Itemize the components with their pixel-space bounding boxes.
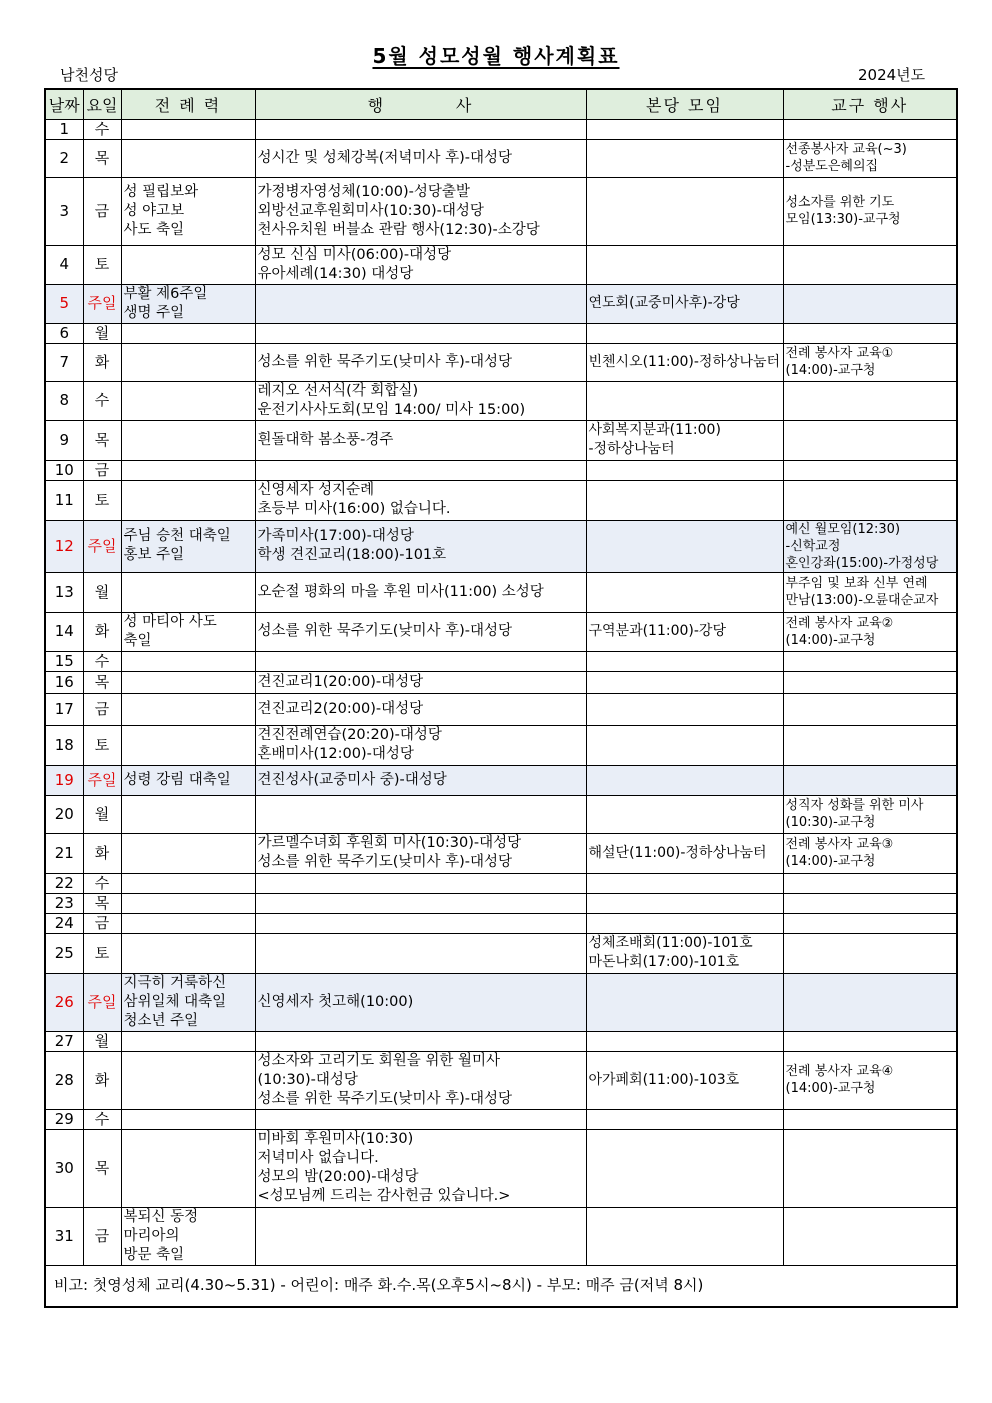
header-diocese: 교구 행사: [783, 89, 957, 119]
diocese-cell: [783, 1129, 957, 1207]
day-cell: 17: [45, 693, 83, 725]
table-row: [45, 572, 957, 612]
liturgy-cell: [121, 119, 255, 139]
parish-meeting-cell: [586, 795, 783, 833]
weekday-cell: 수: [83, 119, 121, 139]
events-cell: 견진교리1(20:00)-대성당: [255, 671, 586, 693]
events-cell: [255, 933, 586, 973]
diocese-cell: 부주임 및 보좌 신부 연례 만남(13:00)-오륜대순교자: [783, 572, 957, 612]
table-row: [45, 1129, 957, 1207]
diocese-cell: [783, 873, 957, 893]
weekday-cell: 목: [83, 671, 121, 693]
day-cell: 13: [45, 572, 83, 612]
events-cell: 가족미사(17:00)-대성당 학생 견진교리(18:00)-101호: [255, 520, 586, 572]
weekday-cell: 토: [83, 933, 121, 973]
weekday-cell: 주일: [83, 973, 121, 1031]
table-row: [45, 873, 957, 893]
weekday-cell: 금: [83, 693, 121, 725]
diocese-cell: [783, 480, 957, 520]
liturgy-cell: 부활 제6주일 생명 주일: [121, 284, 255, 323]
weekday-cell: 목: [83, 1129, 121, 1207]
weekday-cell: 월: [83, 572, 121, 612]
liturgy-cell: [121, 893, 255, 913]
events-cell: 성소자와 고리기도 회원을 위한 월미사 (10:30)-대성당 성소를 위한 묵주기도(낮미사 후)-대성당: [255, 1051, 586, 1109]
weekday-cell: 화: [83, 343, 121, 381]
parish-meeting-cell: [586, 725, 783, 765]
day-cell: 21: [45, 833, 83, 873]
liturgy-cell: [121, 572, 255, 612]
parish-meeting-cell: 연도회(교중미사후)-강당: [586, 284, 783, 323]
diocese-cell: [783, 693, 957, 725]
day-cell: 31: [45, 1207, 83, 1265]
table-row: [45, 833, 957, 873]
day-cell: 15: [45, 651, 83, 671]
liturgy-cell: [121, 1129, 255, 1207]
day-cell: 19: [45, 765, 83, 795]
parish-meeting-cell: [586, 913, 783, 933]
day-cell: 12: [45, 520, 83, 572]
table-row: [45, 612, 957, 651]
day-cell: 29: [45, 1109, 83, 1129]
diocese-cell: [783, 420, 957, 460]
parish-meeting-cell: [586, 520, 783, 572]
events-cell: [255, 1109, 586, 1129]
diocese-cell: [783, 973, 957, 1031]
diocese-cell: [783, 119, 957, 139]
diocese-cell: [783, 381, 957, 420]
events-cell: [255, 460, 586, 480]
diocese-cell: 전례 봉사자 교육④ (14:00)-교구청: [783, 1051, 957, 1109]
events-cell: 성시간 및 성체강복(저녁미사 후)-대성당: [255, 139, 586, 177]
events-cell: [255, 284, 586, 323]
parish-meeting-cell: [586, 1129, 783, 1207]
table-row: [45, 284, 957, 323]
day-cell: 5: [45, 284, 83, 323]
parish-meeting-cell: [586, 893, 783, 913]
weekday-cell: 화: [83, 1051, 121, 1109]
weekday-cell: 수: [83, 1109, 121, 1129]
weekday-cell: 주일: [83, 284, 121, 323]
weekday-cell: 화: [83, 612, 121, 651]
weekday-cell: 수: [83, 873, 121, 893]
day-cell: 3: [45, 177, 83, 245]
liturgy-cell: [121, 873, 255, 893]
weekday-cell: 금: [83, 1207, 121, 1265]
day-cell: 1: [45, 119, 83, 139]
weekday-cell: 목: [83, 420, 121, 460]
events-cell: 견진성사(교중미사 중)-대성당: [255, 765, 586, 795]
day-cell: 11: [45, 480, 83, 520]
events-cell: 신영세자 첫고해(10:00): [255, 973, 586, 1031]
parish-meeting-cell: [586, 1109, 783, 1129]
diocese-cell: [783, 671, 957, 693]
table-row: [45, 651, 957, 671]
day-cell: 6: [45, 323, 83, 343]
liturgy-cell: [121, 460, 255, 480]
events-cell: [255, 323, 586, 343]
table-row: [45, 323, 957, 343]
diocese-cell: [783, 1207, 957, 1265]
table-row: [45, 245, 957, 284]
events-cell: 성소를 위한 묵주기도(낮미사 후)-대성당: [255, 343, 586, 381]
events-cell: 견진전례연습(20:20)-대성당 혼배미사(12:00)-대성당: [255, 725, 586, 765]
table-row: [45, 420, 957, 460]
footnote-row: [45, 1265, 957, 1307]
diocese-cell: [783, 765, 957, 795]
liturgy-cell: [121, 913, 255, 933]
liturgy-cell: [121, 323, 255, 343]
parish-meeting-cell: [586, 651, 783, 671]
weekday-cell: 토: [83, 725, 121, 765]
liturgy-cell: [121, 671, 255, 693]
diocese-cell: 예신 월모임(12:30) -신학교정 혼인강좌(15:00)-가정성당: [783, 520, 957, 572]
events-cell: [255, 913, 586, 933]
liturgy-cell: 성 필립보와 성 야고보 사도 축일: [121, 177, 255, 245]
diocese-cell: [783, 725, 957, 765]
parish-meeting-cell: [586, 671, 783, 693]
diocese-cell: [783, 284, 957, 323]
schedule-table: [44, 88, 958, 1308]
events-cell: [255, 651, 586, 671]
day-cell: 20: [45, 795, 83, 833]
events-cell: 레지오 선서식(각 회합실) 운전기사사도회(모임 14:00/ 미사 15:00): [255, 381, 586, 420]
weekday-cell: 월: [83, 1031, 121, 1051]
table-row: [45, 913, 957, 933]
table-row: [45, 1051, 957, 1109]
liturgy-cell: [121, 480, 255, 520]
parish-meeting-cell: [586, 381, 783, 420]
schedule-body: [45, 119, 957, 1265]
liturgy-cell: [121, 651, 255, 671]
table-row: [45, 933, 957, 973]
weekday-cell: 월: [83, 323, 121, 343]
diocese-cell: [783, 1031, 957, 1051]
weekday-cell: 목: [83, 893, 121, 913]
header-events: 행 사: [255, 89, 586, 119]
events-cell: [255, 795, 586, 833]
liturgy-cell: [121, 1031, 255, 1051]
diocese-cell: 전례 봉사자 교육③ (14:00)-교구청: [783, 833, 957, 873]
day-cell: 4: [45, 245, 83, 284]
weekday-cell: 금: [83, 460, 121, 480]
day-cell: 25: [45, 933, 83, 973]
liturgy-cell: 성 마티아 사도 축일: [121, 612, 255, 651]
events-cell: [255, 1031, 586, 1051]
table-row: [45, 520, 957, 572]
day-cell: 8: [45, 381, 83, 420]
diocese-cell: [783, 460, 957, 480]
weekday-cell: 월: [83, 795, 121, 833]
liturgy-cell: 성령 강림 대축일: [121, 765, 255, 795]
diocese-cell: [783, 323, 957, 343]
day-cell: 18: [45, 725, 83, 765]
day-cell: 30: [45, 1129, 83, 1207]
parish-meeting-cell: 구역분과(11:00)-강당: [586, 612, 783, 651]
parish-meeting-cell: [586, 177, 783, 245]
day-cell: 10: [45, 460, 83, 480]
weekday-cell: 금: [83, 913, 121, 933]
liturgy-cell: [121, 693, 255, 725]
table-row: [45, 139, 957, 177]
day-cell: 23: [45, 893, 83, 913]
day-cell: 14: [45, 612, 83, 651]
parish-meeting-cell: [586, 873, 783, 893]
weekday-cell: 토: [83, 480, 121, 520]
liturgy-cell: [121, 420, 255, 460]
liturgy-cell: 복되신 동정 마리아의 방문 축일: [121, 1207, 255, 1265]
parish-meeting-cell: 사회복지분과(11:00) -정하상나눔터: [586, 420, 783, 460]
weekday-cell: 화: [83, 833, 121, 873]
parish-meeting-cell: [586, 323, 783, 343]
table-row: [45, 460, 957, 480]
weekday-cell: 주일: [83, 765, 121, 795]
liturgy-cell: 지극히 거룩하신 삼위일체 대축일 청소년 주일: [121, 973, 255, 1031]
weekday-cell: 목: [83, 139, 121, 177]
diocese-cell: [783, 913, 957, 933]
header-liturgy: 전 례 력: [121, 89, 255, 119]
day-cell: 7: [45, 343, 83, 381]
table-row: [45, 795, 957, 833]
weekday-cell: 수: [83, 381, 121, 420]
liturgy-cell: [121, 725, 255, 765]
table-row: [45, 343, 957, 381]
parish-meeting-cell: 빈첸시오(11:00)-정하상나눔터: [586, 343, 783, 381]
events-cell: 성소를 위한 묵주기도(낮미사 후)-대성당: [255, 612, 586, 651]
table-row: [45, 765, 957, 795]
events-cell: 오순절 평화의 마을 후원 미사(11:00) 소성당: [255, 572, 586, 612]
parish-meeting-cell: 해설단(11:00)-정하상나눔터: [586, 833, 783, 873]
day-cell: 28: [45, 1051, 83, 1109]
events-cell: [255, 119, 586, 139]
diocese-cell: [783, 245, 957, 284]
table-row: [45, 177, 957, 245]
liturgy-cell: [121, 381, 255, 420]
weekday-cell: 주일: [83, 520, 121, 572]
liturgy-cell: 주님 승천 대축일 홍보 주일: [121, 520, 255, 572]
day-cell: 26: [45, 973, 83, 1031]
table-row: [45, 381, 957, 420]
table-row: [45, 893, 957, 913]
parish-meeting-cell: [586, 460, 783, 480]
header-weekday: 요일: [83, 89, 121, 119]
diocese-cell: 성소자를 위한 기도 모임(13:30)-교구청: [783, 177, 957, 245]
liturgy-cell: [121, 1109, 255, 1129]
parish-meeting-cell: [586, 139, 783, 177]
liturgy-cell: [121, 1051, 255, 1109]
diocese-cell: 성직자 성화를 위한 미사 (10:30)-교구청: [783, 795, 957, 833]
events-cell: 가정병자영성체(10:00)-성당출발 외방선교후원회미사(10:30)-대성당 천사유치원 버블쇼 관람 행사(12:30)-소강당: [255, 177, 586, 245]
weekday-cell: 금: [83, 177, 121, 245]
table-row: [45, 1207, 957, 1265]
diocese-cell: [783, 893, 957, 913]
parish-meeting-cell: [586, 480, 783, 520]
diocese-cell: 선종봉사자 교육(~3) -성분도은혜의집: [783, 139, 957, 177]
events-cell: 흰돌대학 봄소풍-경주: [255, 420, 586, 460]
diocese-cell: 전례 봉사자 교육② (14:00)-교구청: [783, 612, 957, 651]
parish-meeting-cell: 아가페회(11:00)-103호: [586, 1051, 783, 1109]
footnote: 비고: 첫영성체 교리(4.30~5.31) - 어린이: 매주 화.수.목(오후5시~8시) - 부모: 매주 금(저녁 8시): [45, 1265, 957, 1307]
liturgy-cell: [121, 343, 255, 381]
header-day: 날짜: [45, 89, 83, 119]
liturgy-cell: [121, 833, 255, 873]
liturgy-cell: [121, 245, 255, 284]
parish-meeting-cell: [586, 119, 783, 139]
diocese-cell: [783, 1109, 957, 1129]
document-title-text: 5월 성모성월 행사계획표: [372, 44, 620, 68]
table-row: [45, 119, 957, 139]
events-cell: [255, 873, 586, 893]
parish-meeting-cell: [586, 572, 783, 612]
events-cell: 성모 신심 미사(06:00)-대성당 유아세례(14:30) 대성당: [255, 245, 586, 284]
header-parish-meeting: 본당 모임: [586, 89, 783, 119]
liturgy-cell: [121, 139, 255, 177]
day-cell: 16: [45, 671, 83, 693]
table-row: [45, 725, 957, 765]
table-row: [45, 671, 957, 693]
diocese-cell: 전례 봉사자 교육① (14:00)-교구청: [783, 343, 957, 381]
table-row: [45, 480, 957, 520]
day-cell: 24: [45, 913, 83, 933]
table-row: [45, 693, 957, 725]
diocese-cell: [783, 933, 957, 973]
parish-meeting-cell: [586, 245, 783, 284]
day-cell: 22: [45, 873, 83, 893]
document-title: [0, 40, 992, 69]
parish-name: 남천성당: [60, 66, 118, 84]
parish-meeting-cell: [586, 1031, 783, 1051]
day-cell: 2: [45, 139, 83, 177]
liturgy-cell: [121, 795, 255, 833]
events-cell: 신영세자 성지순례 초등부 미사(16:00) 없습니다.: [255, 480, 586, 520]
parish-meeting-cell: [586, 693, 783, 725]
events-cell: [255, 1207, 586, 1265]
year-label: 2024년도: [858, 66, 926, 84]
events-cell: 견진교리2(20:00)-대성당: [255, 693, 586, 725]
events-cell: 미바회 후원미사(10:30) 저녁미사 없습니다. 성모의 밤(20:00)-대성당 <성모님께 드리는 감사헌금 있습니다.>: [255, 1129, 586, 1207]
events-cell: 가르멜수녀회 후원회 미사(10:30)-대성당 성소를 위한 묵주기도(낮미사 후)-대성당: [255, 833, 586, 873]
table-row: [45, 1031, 957, 1051]
parish-meeting-cell: [586, 765, 783, 795]
day-cell: 9: [45, 420, 83, 460]
weekday-cell: 수: [83, 651, 121, 671]
weekday-cell: 토: [83, 245, 121, 284]
events-cell: [255, 893, 586, 913]
table-row: [45, 973, 957, 1031]
header-row: [45, 89, 957, 119]
liturgy-cell: [121, 933, 255, 973]
parish-meeting-cell: [586, 1207, 783, 1265]
parish-meeting-cell: 성체조배회(11:00)-101호 마돈나회(17:00)-101호: [586, 933, 783, 973]
parish-meeting-cell: [586, 973, 783, 1031]
table-row: [45, 1109, 957, 1129]
day-cell: 27: [45, 1031, 83, 1051]
diocese-cell: [783, 651, 957, 671]
